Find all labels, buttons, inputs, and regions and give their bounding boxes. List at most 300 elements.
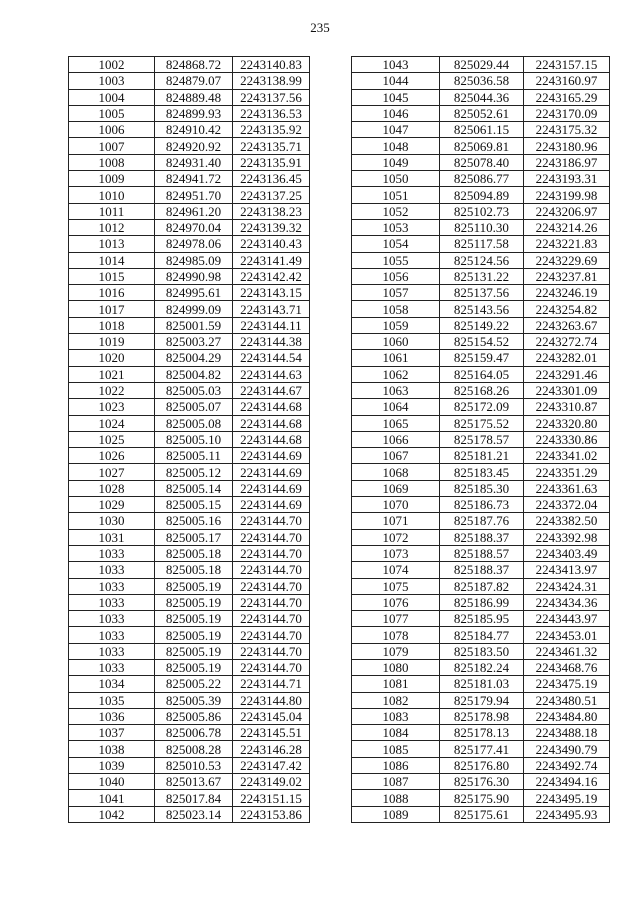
- x-coordinate-cell: 825182.24: [440, 659, 524, 675]
- table-row: [69, 757, 310, 773]
- y-coordinate-cell: 2243142.42: [233, 268, 310, 284]
- y-coordinate-cell: 2243160.97: [524, 73, 610, 89]
- x-coordinate-cell: 825029.44: [440, 57, 524, 73]
- x-coordinate-cell: 825124.56: [440, 252, 524, 268]
- y-coordinate-cell: 2243310.87: [524, 399, 610, 415]
- x-coordinate-cell: 825184.77: [440, 627, 524, 643]
- y-coordinate-cell: 2243144.71: [233, 676, 310, 692]
- table-row: [352, 774, 610, 790]
- table-row: [69, 480, 310, 496]
- table-row: [69, 154, 310, 170]
- y-coordinate-cell: 2243144.11: [233, 317, 310, 333]
- x-coordinate-cell: 825036.58: [440, 73, 524, 89]
- y-coordinate-cell: 2243175.32: [524, 122, 610, 138]
- point-number-cell: 1040: [69, 774, 155, 790]
- y-coordinate-cell: 2243145.04: [233, 708, 310, 724]
- x-coordinate-cell: 825187.82: [440, 578, 524, 594]
- y-coordinate-cell: 2243214.26: [524, 219, 610, 235]
- y-coordinate-cell: 2243193.31: [524, 171, 610, 187]
- table-row: [352, 122, 610, 138]
- y-coordinate-cell: 2243141.49: [233, 252, 310, 268]
- point-number-cell: 1029: [69, 497, 155, 513]
- x-coordinate-cell: 825017.84: [155, 790, 233, 806]
- point-number-cell: 1052: [352, 203, 440, 219]
- x-coordinate-cell: 825181.21: [440, 448, 524, 464]
- point-number-cell: 1010: [69, 187, 155, 203]
- point-number-cell: 1049: [352, 154, 440, 170]
- x-coordinate-cell: 825005.19: [155, 611, 233, 627]
- point-number-cell: 1041: [69, 790, 155, 806]
- point-number-cell: 1070: [352, 497, 440, 513]
- table-row: [352, 692, 610, 708]
- x-coordinate-cell: 825078.40: [440, 154, 524, 170]
- x-coordinate-cell: 825005.19: [155, 594, 233, 610]
- point-number-cell: 1061: [352, 350, 440, 366]
- point-number-cell: 1084: [352, 725, 440, 741]
- x-coordinate-cell: 825187.76: [440, 513, 524, 529]
- y-coordinate-cell: 2243494.16: [524, 774, 610, 790]
- point-number-cell: 1082: [352, 692, 440, 708]
- point-number-cell: 1027: [69, 464, 155, 480]
- point-number-cell: 1006: [69, 122, 155, 138]
- table-row: [352, 105, 610, 121]
- point-number-cell: 1057: [352, 285, 440, 301]
- table-row: [69, 203, 310, 219]
- table-row: [352, 611, 610, 627]
- table-row: [352, 790, 610, 806]
- x-coordinate-cell: 825006.78: [155, 725, 233, 741]
- point-number-cell: 1088: [352, 790, 440, 806]
- table-row: [352, 741, 610, 757]
- x-coordinate-cell: 825005.22: [155, 676, 233, 692]
- y-coordinate-cell: 2243144.68: [233, 415, 310, 431]
- x-coordinate-cell: 825005.17: [155, 529, 233, 545]
- table-row: [69, 513, 310, 529]
- y-coordinate-cell: 2243237.81: [524, 268, 610, 284]
- point-number-cell: 1039: [69, 757, 155, 773]
- table-row: [352, 89, 610, 105]
- x-coordinate-cell: 825183.50: [440, 643, 524, 659]
- y-coordinate-cell: 2243165.29: [524, 89, 610, 105]
- x-coordinate-cell: 825005.18: [155, 545, 233, 561]
- coordinates-table-left: [68, 56, 310, 823]
- point-number-cell: 1003: [69, 73, 155, 89]
- table-row: [352, 301, 610, 317]
- x-coordinate-cell: 825175.52: [440, 415, 524, 431]
- table-row: [69, 790, 310, 806]
- table-row: [69, 317, 310, 333]
- y-coordinate-cell: 2243263.67: [524, 317, 610, 333]
- point-number-cell: 1085: [352, 741, 440, 757]
- x-coordinate-cell: 825183.45: [440, 464, 524, 480]
- table-row: [69, 431, 310, 447]
- y-coordinate-cell: 2243147.42: [233, 757, 310, 773]
- point-number-cell: 1045: [352, 89, 440, 105]
- y-coordinate-cell: 2243392.98: [524, 529, 610, 545]
- point-number-cell: 1051: [352, 187, 440, 203]
- x-coordinate-cell: 825178.13: [440, 725, 524, 741]
- point-number-cell: 1026: [69, 448, 155, 464]
- table-row: [352, 594, 610, 610]
- point-number-cell: 1011: [69, 203, 155, 219]
- x-coordinate-cell: 824978.06: [155, 236, 233, 252]
- x-coordinate-cell: 824961.20: [155, 203, 233, 219]
- point-number-cell: 1081: [352, 676, 440, 692]
- x-coordinate-cell: 825181.03: [440, 676, 524, 692]
- x-coordinate-cell: 825172.09: [440, 399, 524, 415]
- table-row: [69, 415, 310, 431]
- y-coordinate-cell: 2243144.70: [233, 627, 310, 643]
- point-number-cell: 1066: [352, 431, 440, 447]
- table-row: [69, 236, 310, 252]
- point-number-cell: 1042: [69, 806, 155, 822]
- y-coordinate-cell: 2243170.09: [524, 105, 610, 121]
- y-coordinate-cell: 2243144.70: [233, 611, 310, 627]
- table-row: [352, 415, 610, 431]
- x-coordinate-cell: 824941.72: [155, 171, 233, 187]
- y-coordinate-cell: 2243144.38: [233, 334, 310, 350]
- table-row: [352, 382, 610, 398]
- point-number-cell: 1002: [69, 57, 155, 73]
- y-coordinate-cell: 2243403.49: [524, 545, 610, 561]
- y-coordinate-cell: 2243475.19: [524, 676, 610, 692]
- x-coordinate-cell: 825008.28: [155, 741, 233, 757]
- table-row: [69, 725, 310, 741]
- table-row: [69, 774, 310, 790]
- table-row: [352, 138, 610, 154]
- x-coordinate-cell: 825131.22: [440, 268, 524, 284]
- table-row: [69, 692, 310, 708]
- table-row: [69, 73, 310, 89]
- y-coordinate-cell: 2243144.68: [233, 431, 310, 447]
- x-coordinate-cell: 825149.22: [440, 317, 524, 333]
- y-coordinate-cell: 2243153.86: [233, 806, 310, 822]
- x-coordinate-cell: 825110.30: [440, 219, 524, 235]
- x-coordinate-cell: 825010.53: [155, 757, 233, 773]
- table-row: [352, 236, 610, 252]
- table-row: [69, 806, 310, 822]
- point-number-cell: 1078: [352, 627, 440, 643]
- y-coordinate-cell: 2243484.80: [524, 708, 610, 724]
- point-number-cell: 1046: [352, 105, 440, 121]
- x-coordinate-cell: 825137.56: [440, 285, 524, 301]
- y-coordinate-cell: 2243137.56: [233, 89, 310, 105]
- point-number-cell: 1033: [69, 545, 155, 561]
- y-coordinate-cell: 2243135.92: [233, 122, 310, 138]
- y-coordinate-cell: 2243180.96: [524, 138, 610, 154]
- point-number-cell: 1063: [352, 382, 440, 398]
- point-number-cell: 1072: [352, 529, 440, 545]
- y-coordinate-cell: 2243144.70: [233, 562, 310, 578]
- table-row: [352, 57, 610, 73]
- point-number-cell: 1036: [69, 708, 155, 724]
- point-number-cell: 1073: [352, 545, 440, 561]
- point-number-cell: 1054: [352, 236, 440, 252]
- x-coordinate-cell: 825013.67: [155, 774, 233, 790]
- x-coordinate-cell: 825003.27: [155, 334, 233, 350]
- y-coordinate-cell: 2243480.51: [524, 692, 610, 708]
- table-row: [69, 708, 310, 724]
- x-coordinate-cell: 825177.41: [440, 741, 524, 757]
- table-row: [69, 171, 310, 187]
- y-coordinate-cell: 2243330.86: [524, 431, 610, 447]
- table-row: [352, 187, 610, 203]
- y-coordinate-cell: 2243453.01: [524, 627, 610, 643]
- x-coordinate-cell: 825159.47: [440, 350, 524, 366]
- y-coordinate-cell: 2243144.69: [233, 480, 310, 496]
- table-row: [352, 806, 610, 822]
- point-number-cell: 1048: [352, 138, 440, 154]
- y-coordinate-cell: 2243144.69: [233, 497, 310, 513]
- y-coordinate-cell: 2243443.97: [524, 611, 610, 627]
- x-coordinate-cell: 825185.30: [440, 480, 524, 496]
- table-row: [352, 350, 610, 366]
- point-number-cell: 1033: [69, 627, 155, 643]
- table-row: [69, 529, 310, 545]
- y-coordinate-cell: 2243206.97: [524, 203, 610, 219]
- x-coordinate-cell: 824990.98: [155, 268, 233, 284]
- point-number-cell: 1030: [69, 513, 155, 529]
- table-row: [69, 643, 310, 659]
- x-coordinate-cell: 825069.81: [440, 138, 524, 154]
- y-coordinate-cell: 2243157.15: [524, 57, 610, 73]
- table-row: [352, 203, 610, 219]
- table-row: [352, 73, 610, 89]
- y-coordinate-cell: 2243495.93: [524, 806, 610, 822]
- x-coordinate-cell: 825052.61: [440, 105, 524, 121]
- table-row: [69, 219, 310, 235]
- y-coordinate-cell: 2243143.71: [233, 301, 310, 317]
- x-coordinate-cell: 825005.19: [155, 643, 233, 659]
- point-number-cell: 1019: [69, 334, 155, 350]
- point-number-cell: 1033: [69, 611, 155, 627]
- y-coordinate-cell: 2243144.70: [233, 513, 310, 529]
- x-coordinate-cell: 825005.11: [155, 448, 233, 464]
- x-coordinate-cell: 825044.36: [440, 89, 524, 105]
- table-row: [69, 187, 310, 203]
- y-coordinate-cell: 2243143.15: [233, 285, 310, 301]
- table-row: [352, 513, 610, 529]
- point-number-cell: 1038: [69, 741, 155, 757]
- point-number-cell: 1069: [352, 480, 440, 496]
- y-coordinate-cell: 2243144.70: [233, 529, 310, 545]
- point-number-cell: 1031: [69, 529, 155, 545]
- y-coordinate-cell: 2243144.70: [233, 659, 310, 675]
- table-row: [69, 285, 310, 301]
- x-coordinate-cell: 824951.70: [155, 187, 233, 203]
- point-number-cell: 1053: [352, 219, 440, 235]
- y-coordinate-cell: 2243341.02: [524, 448, 610, 464]
- y-coordinate-cell: 2243144.70: [233, 578, 310, 594]
- x-coordinate-cell: 825175.61: [440, 806, 524, 822]
- table-row: [352, 268, 610, 284]
- x-coordinate-cell: 825188.57: [440, 545, 524, 561]
- y-coordinate-cell: 2243144.69: [233, 448, 310, 464]
- table-row: [352, 448, 610, 464]
- point-number-cell: 1068: [352, 464, 440, 480]
- point-number-cell: 1012: [69, 219, 155, 235]
- point-number-cell: 1037: [69, 725, 155, 741]
- point-number-cell: 1004: [69, 89, 155, 105]
- point-number-cell: 1035: [69, 692, 155, 708]
- x-coordinate-cell: 825004.29: [155, 350, 233, 366]
- y-coordinate-cell: 2243413.97: [524, 562, 610, 578]
- x-coordinate-cell: 825188.37: [440, 529, 524, 545]
- table-row: [69, 252, 310, 268]
- point-number-cell: 1060: [352, 334, 440, 350]
- x-coordinate-cell: 825186.73: [440, 497, 524, 513]
- table-row: [352, 676, 610, 692]
- point-number-cell: 1034: [69, 676, 155, 692]
- point-number-cell: 1067: [352, 448, 440, 464]
- x-coordinate-cell: 825005.10: [155, 431, 233, 447]
- point-number-cell: 1023: [69, 399, 155, 415]
- page-number: 235: [310, 20, 330, 35]
- y-coordinate-cell: 2243144.63: [233, 366, 310, 382]
- y-coordinate-cell: 2243229.69: [524, 252, 610, 268]
- x-coordinate-cell: 825005.16: [155, 513, 233, 529]
- y-coordinate-cell: 2243139.32: [233, 219, 310, 235]
- table-row: [69, 122, 310, 138]
- y-coordinate-cell: 2243144.80: [233, 692, 310, 708]
- y-coordinate-cell: 2243488.18: [524, 725, 610, 741]
- point-number-cell: 1087: [352, 774, 440, 790]
- table-row: [352, 627, 610, 643]
- point-number-cell: 1089: [352, 806, 440, 822]
- table-row: [69, 399, 310, 415]
- point-number-cell: 1033: [69, 578, 155, 594]
- x-coordinate-cell: 825117.58: [440, 236, 524, 252]
- x-coordinate-cell: 825005.86: [155, 708, 233, 724]
- x-coordinate-cell: 825179.94: [440, 692, 524, 708]
- x-coordinate-cell: 825005.07: [155, 399, 233, 415]
- point-number-cell: 1080: [352, 659, 440, 675]
- x-coordinate-cell: 825005.19: [155, 627, 233, 643]
- point-number-cell: 1033: [69, 594, 155, 610]
- y-coordinate-cell: 2243372.04: [524, 497, 610, 513]
- y-coordinate-cell: 2243320.80: [524, 415, 610, 431]
- x-coordinate-cell: 825005.03: [155, 382, 233, 398]
- x-coordinate-cell: 825176.80: [440, 757, 524, 773]
- y-coordinate-cell: 2243144.70: [233, 643, 310, 659]
- point-number-cell: 1020: [69, 350, 155, 366]
- table-row: [69, 497, 310, 513]
- point-number-cell: 1050: [352, 171, 440, 187]
- point-number-cell: 1074: [352, 562, 440, 578]
- point-number-cell: 1008: [69, 154, 155, 170]
- table-row: [352, 154, 610, 170]
- x-coordinate-cell: 825061.15: [440, 122, 524, 138]
- y-coordinate-cell: 2243144.68: [233, 399, 310, 415]
- y-coordinate-cell: 2243144.70: [233, 545, 310, 561]
- point-number-cell: 1015: [69, 268, 155, 284]
- table-row: [69, 57, 310, 73]
- y-coordinate-cell: 2243282.01: [524, 350, 610, 366]
- x-coordinate-cell: 825086.77: [440, 171, 524, 187]
- y-coordinate-cell: 2243136.45: [233, 171, 310, 187]
- point-number-cell: 1025: [69, 431, 155, 447]
- point-number-cell: 1021: [69, 366, 155, 382]
- point-number-cell: 1079: [352, 643, 440, 659]
- x-coordinate-cell: 825004.82: [155, 366, 233, 382]
- y-coordinate-cell: 2243272.74: [524, 334, 610, 350]
- table-row: [69, 138, 310, 154]
- y-coordinate-cell: 2243246.19: [524, 285, 610, 301]
- x-coordinate-cell: 825102.73: [440, 203, 524, 219]
- y-coordinate-cell: 2243221.83: [524, 236, 610, 252]
- x-coordinate-cell: 824995.61: [155, 285, 233, 301]
- y-coordinate-cell: 2243351.29: [524, 464, 610, 480]
- y-coordinate-cell: 2243424.31: [524, 578, 610, 594]
- y-coordinate-cell: 2243140.83: [233, 57, 310, 73]
- table-row: [352, 643, 610, 659]
- table-row: [69, 350, 310, 366]
- table-row: [69, 659, 310, 675]
- table-row: [69, 382, 310, 398]
- point-number-cell: 1043: [352, 57, 440, 73]
- point-number-cell: 1077: [352, 611, 440, 627]
- point-number-cell: 1033: [69, 562, 155, 578]
- x-coordinate-cell: 824899.93: [155, 105, 233, 121]
- y-coordinate-cell: 2243461.32: [524, 643, 610, 659]
- table-row: [69, 334, 310, 350]
- table-row: [69, 741, 310, 757]
- y-coordinate-cell: 2243135.71: [233, 138, 310, 154]
- x-coordinate-cell: 825001.59: [155, 317, 233, 333]
- table-row: [352, 334, 610, 350]
- y-coordinate-cell: 2243144.54: [233, 350, 310, 366]
- point-number-cell: 1016: [69, 285, 155, 301]
- table-row: [352, 725, 610, 741]
- x-coordinate-cell: 825005.18: [155, 562, 233, 578]
- table-row: [352, 219, 610, 235]
- table-row: [69, 594, 310, 610]
- point-number-cell: 1056: [352, 268, 440, 284]
- y-coordinate-cell: 2243199.98: [524, 187, 610, 203]
- table-row: [352, 480, 610, 496]
- y-coordinate-cell: 2243136.53: [233, 105, 310, 121]
- x-coordinate-cell: 825185.95: [440, 611, 524, 627]
- table-row: [69, 578, 310, 594]
- y-coordinate-cell: 2243434.36: [524, 594, 610, 610]
- y-coordinate-cell: 2243186.97: [524, 154, 610, 170]
- y-coordinate-cell: 2243138.23: [233, 203, 310, 219]
- point-number-cell: 1062: [352, 366, 440, 382]
- x-coordinate-cell: 825186.99: [440, 594, 524, 610]
- y-coordinate-cell: 2243146.28: [233, 741, 310, 757]
- x-coordinate-cell: 825005.08: [155, 415, 233, 431]
- table-row: [352, 562, 610, 578]
- point-number-cell: 1058: [352, 301, 440, 317]
- point-number-cell: 1024: [69, 415, 155, 431]
- point-number-cell: 1014: [69, 252, 155, 268]
- x-coordinate-cell: 825188.37: [440, 562, 524, 578]
- y-coordinate-cell: 2243495.19: [524, 790, 610, 806]
- x-coordinate-cell: 825164.05: [440, 366, 524, 382]
- point-number-cell: 1033: [69, 643, 155, 659]
- point-number-cell: 1076: [352, 594, 440, 610]
- point-number-cell: 1013: [69, 236, 155, 252]
- table-row: [352, 171, 610, 187]
- point-number-cell: 1083: [352, 708, 440, 724]
- x-coordinate-cell: 824889.48: [155, 89, 233, 105]
- y-coordinate-cell: 2243144.67: [233, 382, 310, 398]
- x-coordinate-cell: 824999.09: [155, 301, 233, 317]
- table-row: [352, 285, 610, 301]
- y-coordinate-cell: 2243382.50: [524, 513, 610, 529]
- y-coordinate-cell: 2243145.51: [233, 725, 310, 741]
- y-coordinate-cell: 2243492.74: [524, 757, 610, 773]
